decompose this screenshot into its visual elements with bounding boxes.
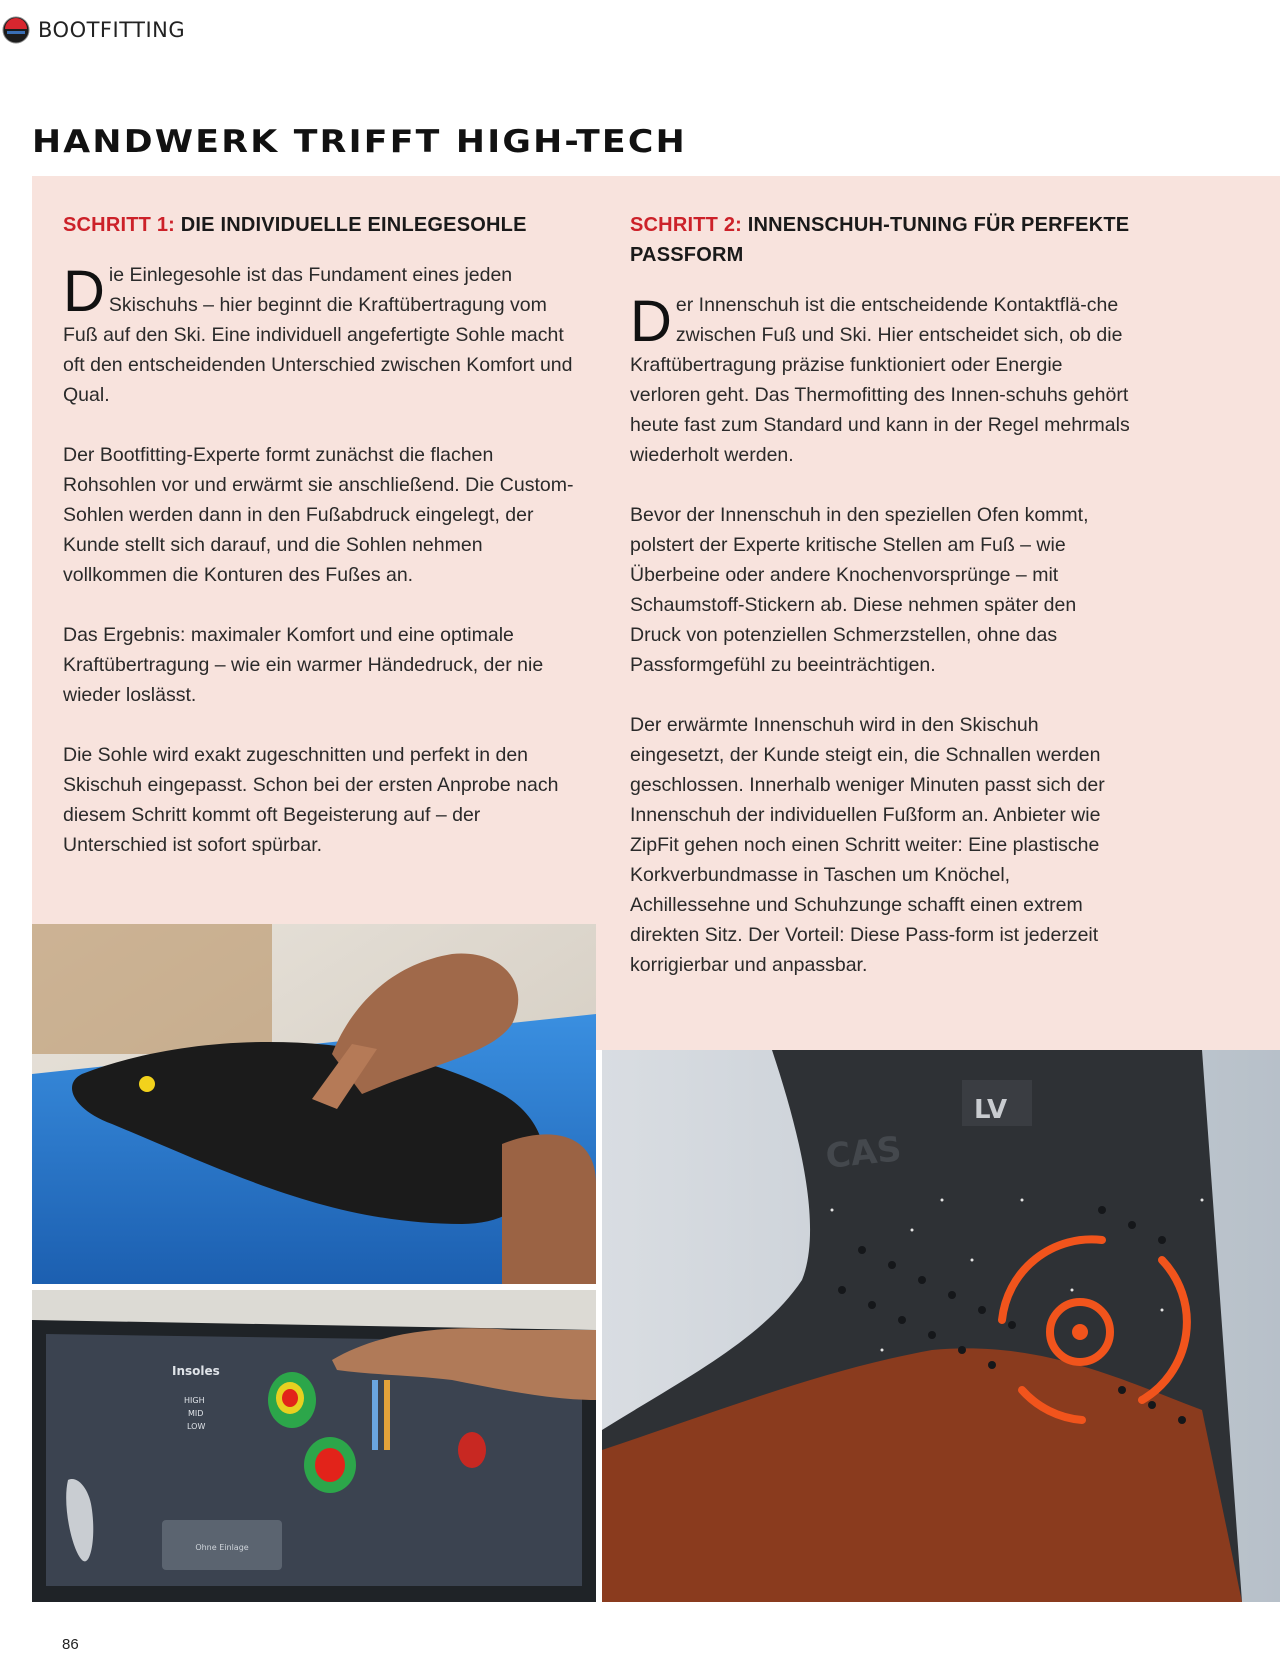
step1-paragraph-3: Das Ergebnis: maximaler Komfort und eine optimale Kraftübertragung – wie ein warmer Händedruck, der nie wieder loslässt. (63, 624, 544, 706)
step1-dropcap: D (63, 259, 105, 324)
step1-title-text: DIE INDIVIDUELLE EINLEGESOHLE (180, 214, 527, 236)
step2-title-text: INNENSCHUH-TUNING FÜR PERFEKTE PASSFORM (630, 214, 1130, 266)
brand-logo-icon (2, 16, 30, 44)
step1-paragraph-4: Die Sohle wird exakt zugeschnitten und perfekt in den Skischuh eingepasst. Schon bei der ersten Anprobe nach diesem Schritt kommt oft Begeisterung auf – der Unterschied ist sofort spürbar. (63, 744, 559, 856)
foot-scan-screen-photo (32, 1290, 596, 1602)
screen-level-low: LOW (187, 1422, 206, 1431)
liner-photo (602, 1050, 1280, 1602)
screen-level-high: HIGH (184, 1396, 205, 1405)
step1-title (63, 210, 583, 240)
section-label: BOOTFITTING (38, 18, 186, 42)
page-header (0, 14, 185, 46)
step2-paragraph-3: Der erwärmte Innenschuh wird in den Skischuh eingesetzt, der Kunde steigt ein, die Schnallen werden geschlossen. Innerhalb weniger Minuten passt sich der Innenschuh der individuellen Fußform an. Anbieter wie ZipFit gehen noch einen Schritt weiter: Eine plastische Korkverbundmasse in Taschen um Knöchel, Achillessehne und Schuhzunge schafft einen extrem direkten Sitz. Der Vorteil: Diese Pass-form ist jederzeit korrigierbar und anpassbar. (630, 714, 1105, 976)
liner-label-lv: LV (974, 1095, 1008, 1125)
step1-paragraph-2: Der Bootfitting-Experte formt zunächst die flachen Rohsohlen vor und erwärmt sie anschließend. Die Custom-Sohlen werden dann in den Fußabdruck eingelegt, der Kunde stellt sich darauf, und die Sohlen nehmen vollkommen die Konturen des Fußes an. (63, 444, 574, 586)
step2-paragraph-2: Bevor der Innenschuh in den speziellen Ofen kommt, polstert der Experte kritische Stellen am Fuß – wie Überbeine oder andere Knochenvorsprünge – mit Schaumstoff-Stickern ab. Diese nehmen später den Druck von potenziellen Schmerzstellen, ohne das Passformgefühl zu beeinträchtigen. (630, 504, 1089, 676)
page-headline: HANDWERK TRIFFT HIGH-TECH (32, 124, 687, 160)
step1-number: SCHRITT 1: (63, 214, 175, 236)
page-number: 86 (62, 1636, 79, 1653)
step1-paragraph-1: Die Einlegesohle ist das Fundament eines jeden Skischuhs – hier beginnt die Kraftübertragung vom Fuß auf den Ski. Eine individuell angefertigte Sohle macht oft den entscheidenden Unterschied zwischen Komfort und Qual. (63, 259, 573, 406)
insole-photo (32, 924, 596, 1284)
screen-level-mid: MID (188, 1409, 204, 1418)
step1-column (63, 210, 583, 890)
screen-title: Insoles (172, 1364, 220, 1378)
step2-number: SCHRITT 2: (630, 214, 742, 236)
step2-column (630, 210, 1130, 1010)
liner-label-cas: CAS (823, 1129, 904, 1177)
screen-button-label: Ohne Einlage (195, 1543, 249, 1552)
step2-dropcap: D (630, 289, 672, 354)
step2-paragraph-1: Der Innenschuh ist die entscheidende Kontaktflä-che zwischen Fuß und Ski. Hier entscheidet sich, ob die Kraftübertragung präzise funktioniert oder Energie verloren geht. Das Thermofitting des Innen-schuhs gehört heute fast zum Standard und kann in der Regel mehrmals wiederholt werden. (630, 289, 1130, 466)
step2-title (630, 210, 1130, 270)
